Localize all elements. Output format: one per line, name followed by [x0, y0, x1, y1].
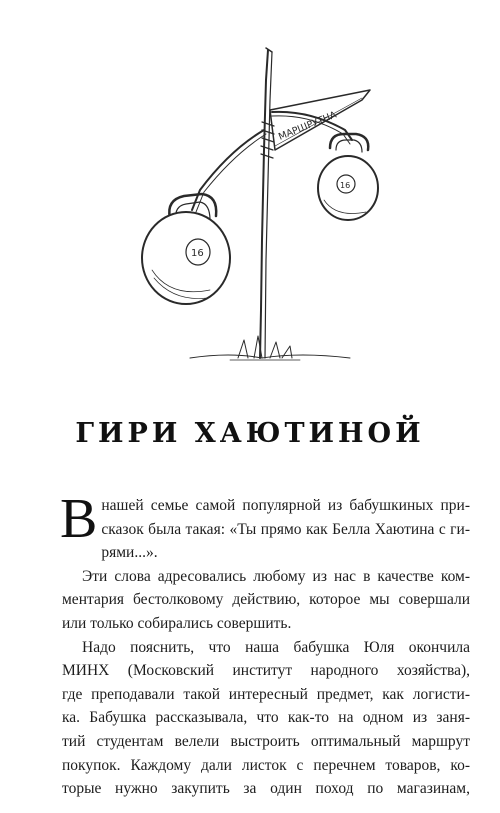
- paragraph-1: [60, 488, 470, 565]
- chapter-title: ГИРИ ХАЮТИНОЙ: [75, 418, 425, 449]
- text-line: торые нужно закупить за один поход по магазинам,: [62, 780, 470, 798]
- text-line: рями...».: [101, 544, 158, 562]
- text-line: где преподавали такой интересный предмет, как логисти-: [62, 685, 470, 703]
- text-line: Надо пояснить, что наша бабушка Юля окончила: [82, 638, 470, 656]
- text-line: ка. Бабушка рассказывала, что как-то на одном из заня-: [62, 709, 470, 727]
- text-line: нашей семье самой популярной из бабушкиных при-: [101, 497, 470, 514]
- kettlebell-signpost-illustration: [130, 40, 390, 380]
- text-line: или только собирались совершить.: [62, 614, 292, 632]
- text-line: Эти слова адресовались любому из нас в качестве ком-: [82, 567, 470, 585]
- paragraph-2: [62, 565, 470, 636]
- text-line: покупок. Каждому дали листок с перечнем товаров, ко-: [62, 756, 470, 774]
- body-text: [60, 488, 470, 801]
- text-line: тий студентам велели выстроить оптимальный маршрут: [62, 732, 470, 750]
- paragraph-3: [62, 636, 470, 801]
- text-line: сказок была такая: «Ты прямо как Белла Хаютина с ги-: [101, 520, 470, 538]
- text-line: МИНХ (Московский институт народного хозяйства),: [62, 662, 470, 680]
- drop-cap: В: [60, 488, 98, 550]
- sign-text: МАРШРУТНА: [277, 109, 339, 143]
- kettlebell-right-label: 16: [340, 181, 351, 190]
- text-line: ментария бестолковому действию, которое мы совершали: [62, 591, 470, 609]
- kettlebell-left-label: 16: [191, 248, 204, 259]
